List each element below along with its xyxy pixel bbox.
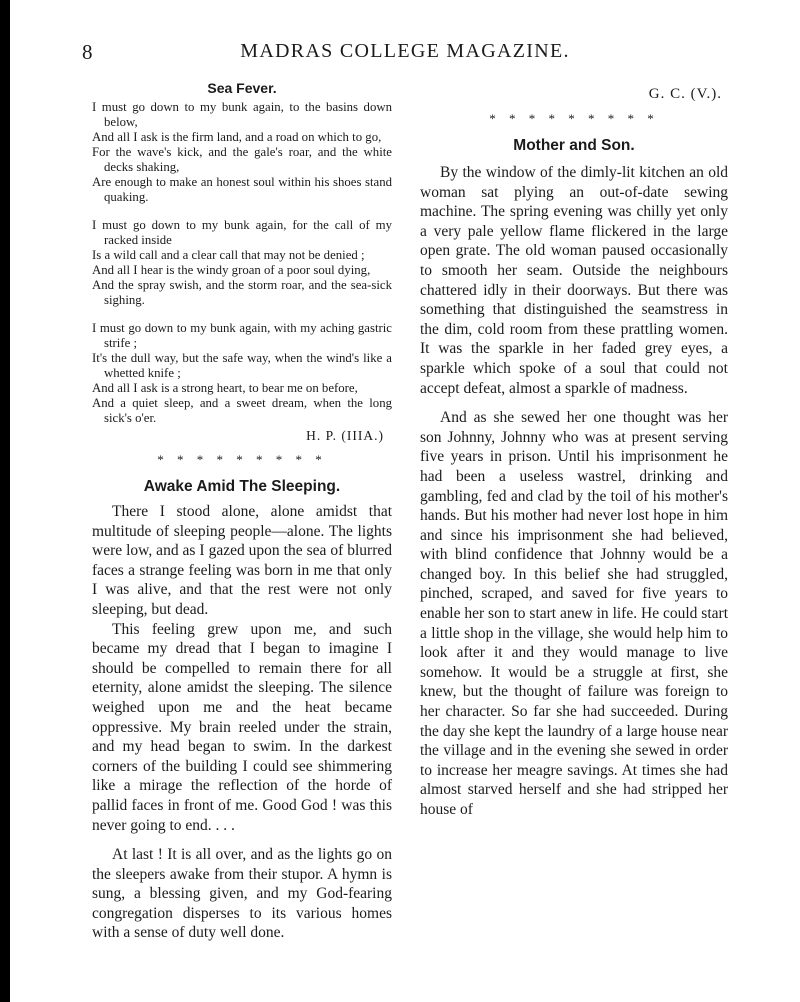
magazine-page: [10, 0, 800, 1002]
poem-line: And all I ask is the firm land, and a road on which to go,: [92, 130, 382, 144]
article-signature: G. C. (V.).: [648, 86, 722, 102]
poem-stanza: [92, 218, 392, 308]
right-column: [420, 80, 728, 820]
story-title: Mother and Son.: [513, 137, 635, 154]
poem-line: I must go down to my bunk again, to the basins down below,: [92, 100, 392, 129]
poem-line: And the spray swish, and the storm roar, and the sea-sick sighing.: [92, 278, 392, 307]
poem-stanza: [92, 321, 392, 426]
poem-line: And all I hear is the windy groan of a poor soul dying,: [92, 263, 371, 277]
poem-line: And a quiet sleep, and a sweet dream, when the long sick's o'er.: [92, 396, 392, 425]
poem-line: I must go down to my bunk again, for the call of my racked inside: [92, 218, 392, 247]
article-paragraph: This feeling grew upon me, and such became my dread that I began to imagine I should be compelled to remain there for all eternity, alone amidst the sleeping. The silence weighed upon me and the heat became oppressive. My brain reeled under the strain, and my head began to swim. In the darkest corners of the building I could see shimmering like a mirage the reflection of the horde of pallid faces in front of me. Good God ! was this never going to end. . . .: [92, 620, 392, 834]
poem-line: I must go down to my bunk again, with my aching gastric strife ;: [92, 321, 392, 350]
poem-line: Is a wild call and a clear call that may not be denied ;: [92, 248, 365, 262]
article-title: Awake Amid The Sleeping.: [143, 478, 341, 495]
poem-line: For the wave's kick, and the gale's roar, and the white decks shaking,: [92, 145, 392, 174]
section-separator: * * * * * * * * *: [157, 452, 327, 467]
article-paragraph-continued: At last ! It is all over, and as the lights go on the sleepers awake from their stupor. A hymn is sung, a blessing given, and my God-fearing congregation disperses to its various homes with a sense of duty well done.: [92, 846, 392, 942]
page-number: 8: [82, 40, 93, 64]
poem-signature: H. P. (IIIA.): [306, 428, 384, 443]
running-title: MADRAS COLLEGE MAGAZINE.: [240, 40, 570, 62]
section-separator: * * * * * * * * *: [489, 111, 659, 126]
story-paragraph: And as she sewed her one thought was her son Johnny, Johnny who was at present serving five years in prison. Until his imprisonment he had been a useless wastrel, drinking and gambling, fed and clad by the toil of his mother's hands. But his mother had never lost hope in him and since his imprisonment she had believed, with blind confidence that Johnny would be a changed boy. In this belief she had struggled, pinched, scraped, and saved for five years to enable her son to start anew in life. He could start a little shop in the village, she would help him to look after it and they would manage to live somehow. It would be a struggle at first, she knew, but the thought of failure was foreign to her character. So far she had succeeded. During the day she kept the laundry of a large house near the village and in the evening she sewed in order to increase her meagre savings. At times she had almost starved herself and she had stripped her house of: [420, 409, 728, 818]
article-paragraph: There I stood alone, alone amidst that multitude of sleeping people—alone. The lights were low, and as I gazed upon the sea of blurred faces a strange feeling was born in me that only I was alive, and that the rest were not only sleeping, but dead.: [92, 503, 392, 618]
story-paragraph: By the window of the dimly-lit kitchen an old woman sat plying an out-of-date sewing machine. The spring evening was chilly yet only a very pale yellow flame flickered in the large open grate. The old woman paused occasionally to smooth her seam. Outside the neighbours chattered idly in their doorways. But there was something that distinguished the seamstress in the dim, cold room from these prattling women. It was the sparkle in her faded grey eyes, a sparkle which spoke of a soul that could not accept defeat, almost a sparkle of madness.: [420, 164, 728, 397]
poem-title: Sea Fever.: [207, 80, 277, 96]
left-column: [92, 80, 392, 943]
poem-line: And all I ask is a strong heart, to bear me on before,: [92, 381, 358, 395]
poem-stanza: [92, 100, 392, 205]
poem-line: It's the dull way, but the safe way, when the wind's like a whetted knife ;: [92, 351, 392, 380]
poem-line: Are enough to make an honest soul within his shoes stand quaking.: [92, 175, 392, 204]
